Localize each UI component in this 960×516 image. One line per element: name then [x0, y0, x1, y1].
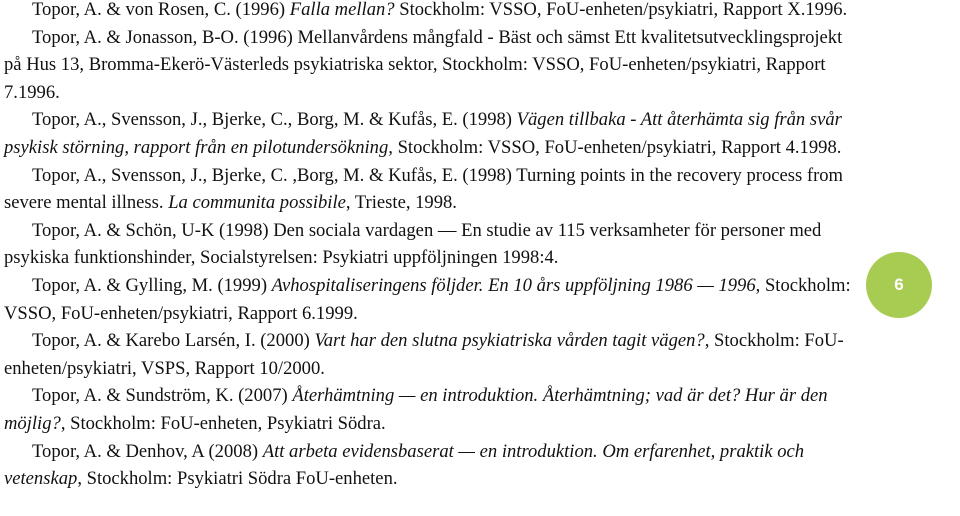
reference-text: Topor, A. & Sundström, K. (2007) [32, 385, 293, 407]
reference-text: Topor, A., Svensson, J., Bjerke, C. ,Borg, M. & Kufås, E. (1998) Turning points in the recovery process from severe mental illness. [4, 164, 844, 214]
reference-entry-3 [4, 106, 854, 161]
reference-text: Stockholm: VSSO, FoU-enheten/psykiatri, Rapport 4.1998. [392, 136, 842, 158]
reference-title: Falla mellan? [289, 0, 395, 20]
reference-title: La communita possibile [168, 192, 346, 214]
reference-title: Avhospitaliseringens följder. En 10 års uppföljning 1986 — 1996 [271, 274, 756, 296]
reference-entry-8 [4, 382, 854, 437]
page-number-badge [866, 252, 932, 318]
reference-text: , Trieste, 1998. [345, 192, 457, 214]
reference-entry-6 [4, 272, 854, 327]
reference-title: Att arbeta evidensbaserat — en introduktion. Om erfarenhet, praktik och vetenskap [4, 440, 805, 490]
reference-title: Vart har den slutna psykiatriska vården tagit vägen? [314, 330, 705, 352]
reference-entry-2 [4, 24, 854, 107]
reference-text: Topor, A. & Denhov, A (2008) [32, 440, 263, 462]
reference-entry-9 [4, 438, 854, 493]
reference-entry-5 [4, 217, 854, 272]
reference-entry-7 [4, 327, 854, 382]
reference-text: Topor, A. & Schön, U-K (1998) Den sociala vardagen — En studie av 115 verksamheter för personer med psykiska funktionshinder, Socialstyrelsen: Psykiatri uppföljningen 1998:4. [4, 219, 822, 269]
reference-text: Topor, A. & von Rosen, C. (1996) [32, 0, 290, 20]
reference-text: Stockholm: VSSO, FoU-enheten/psykiatri, Rapport X.1996. [394, 0, 848, 20]
reference-text: Topor, A. & Gylling, M. (1999) [32, 274, 272, 296]
reference-text: , Stockholm: VSSO, FoU-enheten/psykiatri, Rapport 6.1999. [4, 274, 851, 324]
page-number: 6 [894, 275, 904, 294]
reference-text: Topor, A. & Jonasson, B-O. (1996) Mellanvårdens mångfald - Bäst och sämst Ett kvalitetsutvecklingsprojekt på Hus 13, Bromma-Ekerö-Västerleds psykiatriska sektor, Stockholm: VSSO, FoU-enheten/psykiatri, Rapport 7.1996. [4, 26, 843, 103]
reference-entry-1 [4, 0, 854, 24]
reference-text: , Stockholm: FoU-enheten/psykiatri, VSPS, Rapport 10/2000. [4, 330, 844, 379]
reference-text: , Stockholm: FoU-enheten, Psykiatri Södra. [60, 412, 386, 434]
reference-title: Vägen tillbaka - Att återhämta sig från svår psykisk störning, rapport från en pilotundersökning, [4, 109, 842, 158]
reference-list [4, 0, 854, 493]
reference-entry-4 [4, 162, 854, 217]
reference-title: Återhämtning — en introduktion. Återhämtning; vad är det? Hur är den möjlig? [4, 385, 828, 434]
reference-text: Topor, A. & Karebo Larsén, I. (2000) [32, 330, 315, 352]
reference-text: Topor, A., Svensson, J., Bjerke, C., Borg, M. & Kufås, E. (1998) [32, 109, 517, 131]
reference-text: , Stockholm: Psykiatri Södra FoU-enheten. [77, 468, 398, 490]
